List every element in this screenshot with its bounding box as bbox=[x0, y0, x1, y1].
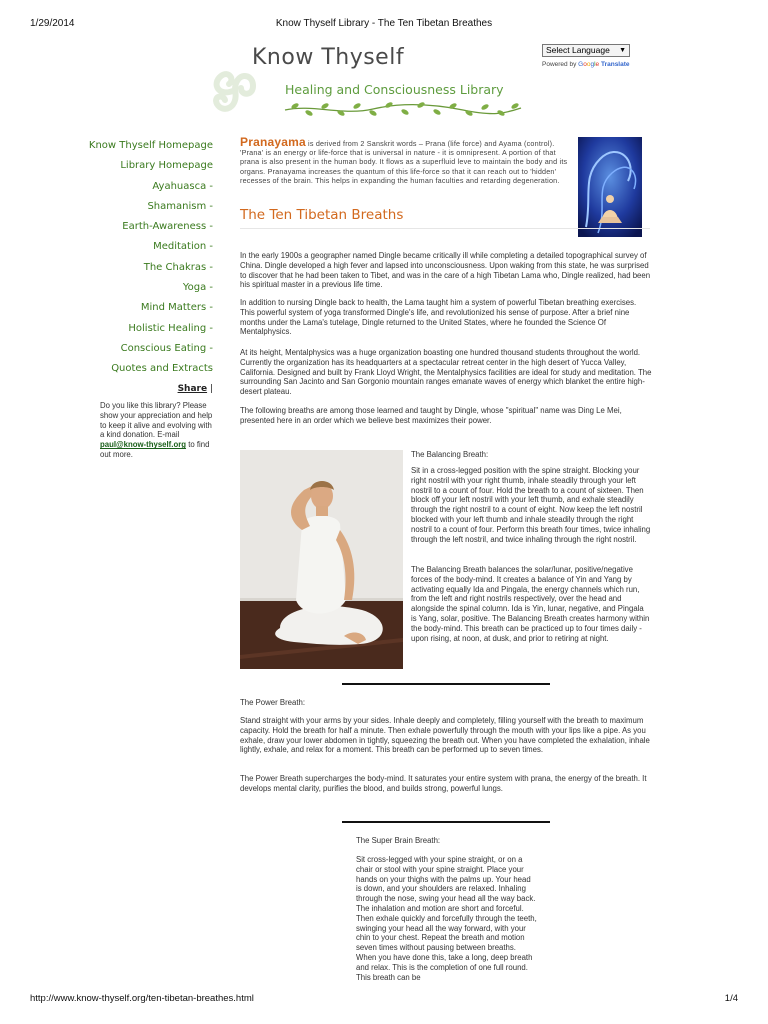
google-logo-letter: l bbox=[594, 61, 596, 68]
balancing-breath-instructions: Sit in a cross-legged position with the spine straight. Blocking your right nostril with your right thumb, inhale steadily through your left nostril to a count of four. Hold the breath to a count of sixteen. Then block off your left nostril with your left thumb, and exhale steadily through the right nostril to a count of eight. Now keep the left nostril blocked with your left thumb and inhale steadily through the right nostril to a count of four. Perform this breath four times, twice inhaling through the left nostril, and twice inhaling through the right nostril. bbox=[411, 466, 651, 544]
vine-decoration-icon bbox=[283, 100, 523, 118]
pranayama-intro bbox=[240, 135, 574, 185]
nav-item-conscious-eating[interactable]: Conscious Eating - bbox=[120, 342, 213, 354]
print-url: http://www.know-thyself.org/ten-tibetan-breathes.html bbox=[30, 993, 254, 1004]
share-separator: | bbox=[209, 383, 213, 394]
language-select-label: Select Language bbox=[546, 45, 610, 55]
balancing-breath-heading: The Balancing Breath: bbox=[411, 450, 489, 459]
section-divider bbox=[342, 821, 550, 823]
site-subtitle: Healing and Consciousness Library bbox=[285, 82, 504, 97]
donation-email-link[interactable]: paul@know-thyself.org bbox=[100, 440, 187, 450]
donation-text-end: to find out more. bbox=[100, 440, 210, 459]
paragraph-dingle-origin: In the early 1900s a geographer named Dingle became critically ill while completing a detailed topographical survey of China. Dingle developed a high fever and lapsed into unconsciousness. Upon waking from this state, he was surprised to discover that he had been taken to Tibet, and was in the care of a high Tibetan Lama who, Dingle realized, had been his spiritual master in a previous life time. bbox=[240, 251, 651, 290]
nav-item-ayahuasca[interactable]: Ayahuasca - bbox=[152, 180, 213, 192]
section-divider bbox=[342, 683, 550, 685]
print-date: 1/29/2014 bbox=[30, 18, 75, 29]
print-header bbox=[30, 18, 738, 32]
donation-text: Do you like this library? Please show your appreciation and help to keep it alive and evolving with a kind donation. E-mail bbox=[100, 401, 213, 440]
print-title: Know Thyself Library - The Ten Tibetan Breathes bbox=[275, 18, 493, 29]
google-logo-letter: g bbox=[590, 61, 595, 68]
balancing-breath-photo bbox=[240, 450, 403, 669]
nav-item-chakras[interactable]: The Chakras - bbox=[143, 261, 213, 273]
google-logo-letter: G bbox=[578, 61, 584, 68]
section-title: The Ten Tibetan Breaths bbox=[240, 207, 404, 223]
pranayama-heading: Pranayama bbox=[240, 135, 306, 149]
power-breath-instructions: Stand straight with your arms by your sides. Inhale deeply and completely, filling yourself with the breath to maximum capacity. Hold the breath for half a minute. Then exhale powerfully through the mouth with your lips like a pipe. As you exhale, draw your lower abdomen in tightly, squeezing the breath out. When you have completed the exhalation, inhale lightly, exhale, and relax for a moment. This breath can be performed up to seven times. bbox=[240, 716, 650, 755]
nav-item-shamanism[interactable]: Shamanism - bbox=[147, 200, 213, 212]
share-link[interactable]: Share bbox=[177, 383, 208, 394]
paragraph-following-breaths: The following breaths are among those learned and taught by Dingle, whose "spiritual" name was Ding Le Mei, presented here in an order which we believe best maximizes their power. bbox=[240, 406, 622, 425]
site-title[interactable]: Know Thyself bbox=[252, 45, 405, 70]
google-logo-letter: o bbox=[583, 61, 587, 68]
google-logo-letter: e bbox=[595, 61, 600, 68]
powered-by-google bbox=[542, 61, 630, 68]
pranayama-text: is derived from 2 Sanskrit words – Prana (life force) and Ayama (control). 'Prana' is an energy or life-force that is universal in nature - it is omnipresent. A portion of that prana is also present in the human body. It flows as a superfluid leve to maintain the body and its organs. Pranayama increases the quantum of this life-force so that it can reach out to 'hidden' recesses of the brain. This helps in expanding the human faculties and retarding degeneration. bbox=[240, 139, 568, 185]
sidebar-nav bbox=[89, 138, 213, 394]
paragraph-lama-teaching: In addition to nursing Dingle back to health, the Lama taught him a system of powerful Tibetan breathing exercises. This powerful system of yoga transformed Dingle's life, and revolutionized his sense of purpose. After a brief nine months under the Lama's tutelage, Dingle returned to the United States, where he founded the Science Of Mentalphysics. bbox=[240, 298, 637, 337]
dropdown-arrow-icon: ▼ bbox=[619, 47, 626, 54]
nav-item-earth-awareness[interactable]: Earth-Awareness - bbox=[122, 221, 213, 233]
title-underline bbox=[240, 228, 650, 229]
language-select[interactable] bbox=[542, 44, 630, 57]
super-brain-breath-heading: The Super Brain Breath: bbox=[356, 836, 441, 845]
paragraph-mentalphysics: At its height, Mentalphysics was a huge organization boasting one hundred thousand students throughout the world. Currently the organization has its headquarters at a spectacular retreat center in the high desert of Yucca Valley, California. Designed and built by Frank Lloyd Wright, the Mentalphysics facilities are ideal for study and meditation. The surrounding San Jacinto and San Gorgonio mountain ranges emanate waves of energy which blanket the entire high-desert plateau. bbox=[240, 348, 652, 397]
nav-item-yoga[interactable]: Yoga - bbox=[182, 282, 213, 294]
share-row bbox=[89, 384, 213, 394]
print-page-number: 1/4 bbox=[724, 993, 738, 1004]
nav-item-holistic-healing[interactable]: Holistic Healing - bbox=[128, 322, 213, 334]
powered-by-label: Powered by bbox=[542, 61, 577, 68]
nav-item-know-thyself-homepage[interactable]: Know Thyself Homepage bbox=[88, 140, 213, 151]
nav-item-mind-matters[interactable]: Mind Matters - bbox=[140, 302, 213, 314]
super-brain-breath-instructions: Sit cross-legged with your spine straight, or on a chair or stool with your spine straight. Place your hands on your thighs with the palms up. Your head is down, and your shoulders are relaxed. Inhaling through the nose, swing your head all the way back. The inhalation and motion are short and forceful. Then exhale quickly and forcefully through the teeth, swinging your head all the way forward, with your chin to your chest. Repeat the breath and motion seven times without pausing between breaths. When you have done this, take a long, deep breath and relax. This is the completion of one full round. This breath can be bbox=[356, 855, 537, 982]
donation-note bbox=[100, 401, 218, 460]
balancing-breath-benefits: The Balancing Breath balances the solar/lunar, positive/negative forces of the body-mind. It creates a balance of Yin and Yang by activating equally Ida and Pingala, the energy channels which run, from the left and right nostrils respectively, over the head and alongside the spinal column. Ida is Yin, lunar, negative, and Pingala is Yang, solar, positive. The Balancing Breath creates harmony within the body-mind. This breath can be practiced up to four times daily - upon rising, at noon, at dusk, and prior to retiring at night. bbox=[411, 565, 650, 643]
nav-item-meditation[interactable]: Meditation - bbox=[153, 241, 213, 253]
translate-link[interactable]: Translate bbox=[600, 61, 630, 68]
nav-item-quotes-and-extracts[interactable]: Quotes and Extracts bbox=[111, 363, 213, 375]
meditation-art-image bbox=[578, 137, 642, 237]
power-breath-heading: The Power Breath: bbox=[240, 698, 306, 707]
nav-item-library-homepage[interactable]: Library Homepage bbox=[120, 160, 213, 172]
power-breath-benefits: The Power Breath supercharges the body-mind. It saturates your entire system with prana, the energy of the breath. It develops mental clarity, purifies the blood, and builds strong, powerful lungs. bbox=[240, 774, 647, 793]
google-logo-letter: o bbox=[586, 61, 591, 68]
print-footer bbox=[30, 993, 738, 1007]
